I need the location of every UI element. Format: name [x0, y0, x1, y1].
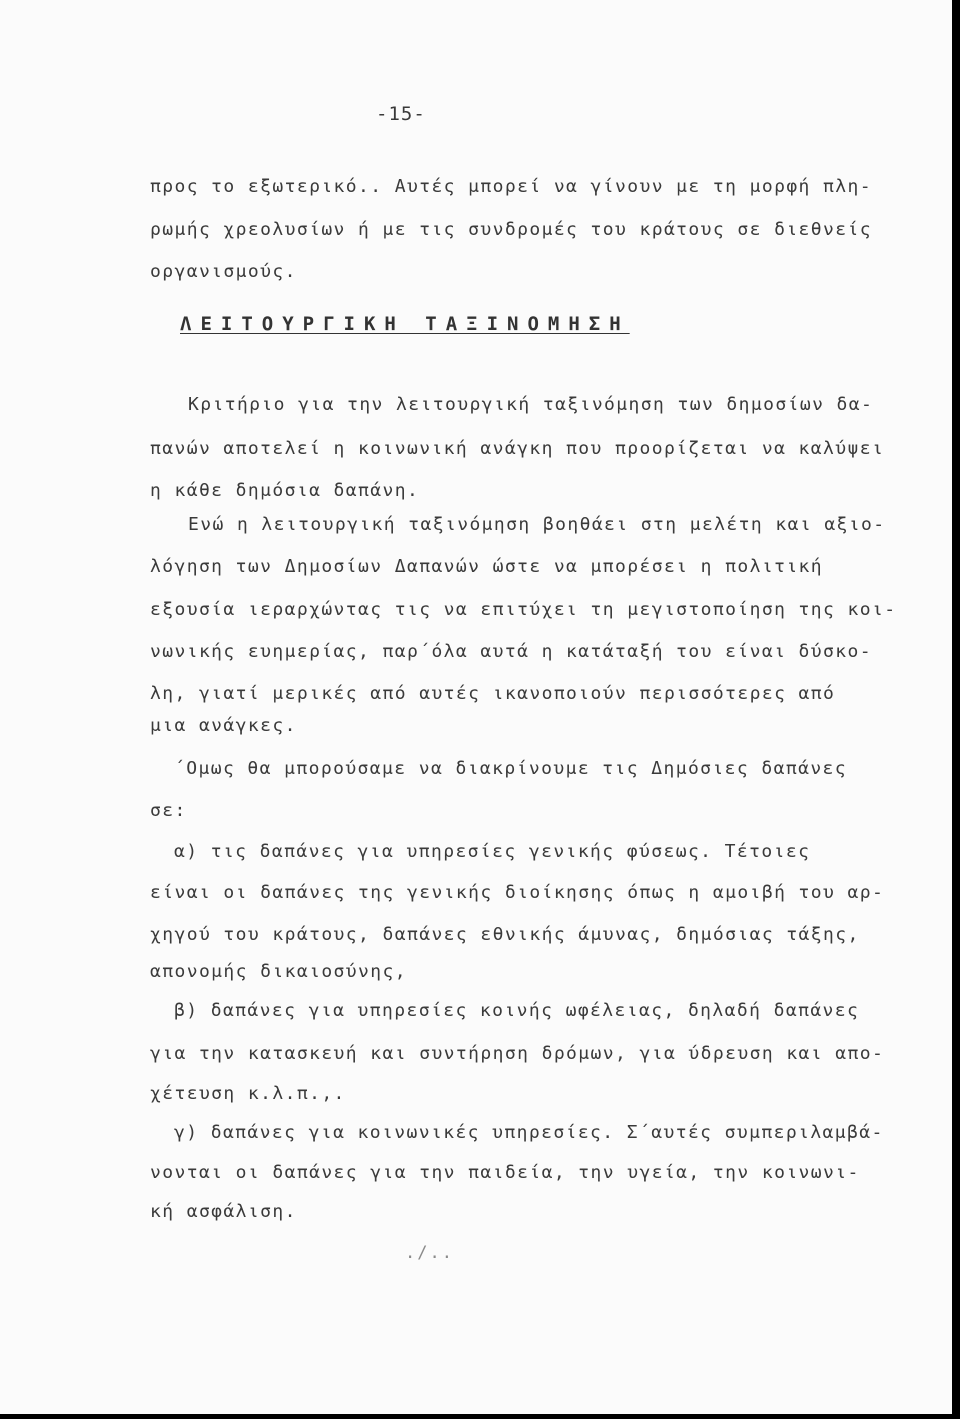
text-line: γ) δαπάνες για κοινωνικές υπηρεσίες. Σ΄αυτές συμπεριλαμβά-: [174, 1122, 884, 1143]
text-line: μια ανάγκες.: [150, 715, 297, 736]
text-line: για την κατασκευή και συντήρηση δρόμων, για ύδρευση και απο-: [150, 1043, 885, 1064]
text-line: Κριτήριο για την λειτουργική ταξινόμηση των δημοσίων δα-: [188, 394, 874, 415]
text-line: πανών αποτελεί η κοινωνική ανάγκη που προορίζεται να καλύψει: [150, 438, 885, 459]
text-line: νωνικής ευημερίας, παρ΄όλα αυτά η κατάταξή του είναι δύσκο-: [150, 641, 872, 662]
text-line: λόγηση των Δημοσίων Δαπανών ώστε να μπορέσει η πολιτική: [150, 556, 824, 577]
text-line: κή ασφάλιση.: [150, 1201, 297, 1222]
text-line: λη, γιατί μερικές από αυτές ικανοποιούν περισσότερες από: [150, 683, 836, 704]
text-line: νονται οι δαπάνες για την παιδεία, την υγεία, την κοινωνι-: [150, 1162, 860, 1183]
text-line: σε:: [150, 800, 187, 821]
page-number: -15-: [376, 103, 426, 125]
text-line: β) δαπάνες για υπηρεσίες κοινής ωφέλειας, δηλαδή δαπάνες: [174, 1000, 860, 1021]
text-line: α) τις δαπάνες για υπηρεσίες γενικής φύσεως. Τέτοιες: [174, 841, 811, 862]
continuation-mark: ./..: [405, 1243, 454, 1263]
text-line: Ενώ η λειτουργική ταξινόμηση βοηθάει στη μελέτη και αξιο-: [188, 514, 886, 535]
text-line: απονομής δικαιοσύνης,: [150, 961, 407, 982]
text-line: είναι οι δαπάνες της γενικής διοίκησης όπως η αμοιβή του αρ-: [150, 882, 885, 903]
text-line: η κάθε δημόσια δαπάνη.: [150, 480, 420, 501]
text-line: χηγού του κράτους, δαπάνες εθνικής άμυνας, δημόσιας τάξης,: [150, 924, 860, 945]
text-line: χέτευση κ.λ.π.,.: [150, 1083, 346, 1104]
text-line: εξουσία ιεραρχώντας τις να επιτύχει τη μεγιστοποίηση της κοι-: [150, 599, 897, 620]
text-line: ρωμής χρεολυσίων ή με τις συνδρομές του κράτους σε διεθνείς: [150, 219, 872, 240]
text-line: προς το εξωτερικό.. Αυτές μπορεί να γίνουν με τη μορφή πλη-: [150, 176, 872, 197]
section-heading: ΛΕΙΤΟΥΡΓΙΚΗ ΤΑΞΙΝΟΜΗΣΗ: [180, 313, 630, 335]
text-line: οργανισμούς.: [150, 261, 297, 282]
text-line: ΄Ομως θα μπορούσαμε να διακρίνουμε τις Δημόσιες δαπάνες: [174, 758, 848, 779]
